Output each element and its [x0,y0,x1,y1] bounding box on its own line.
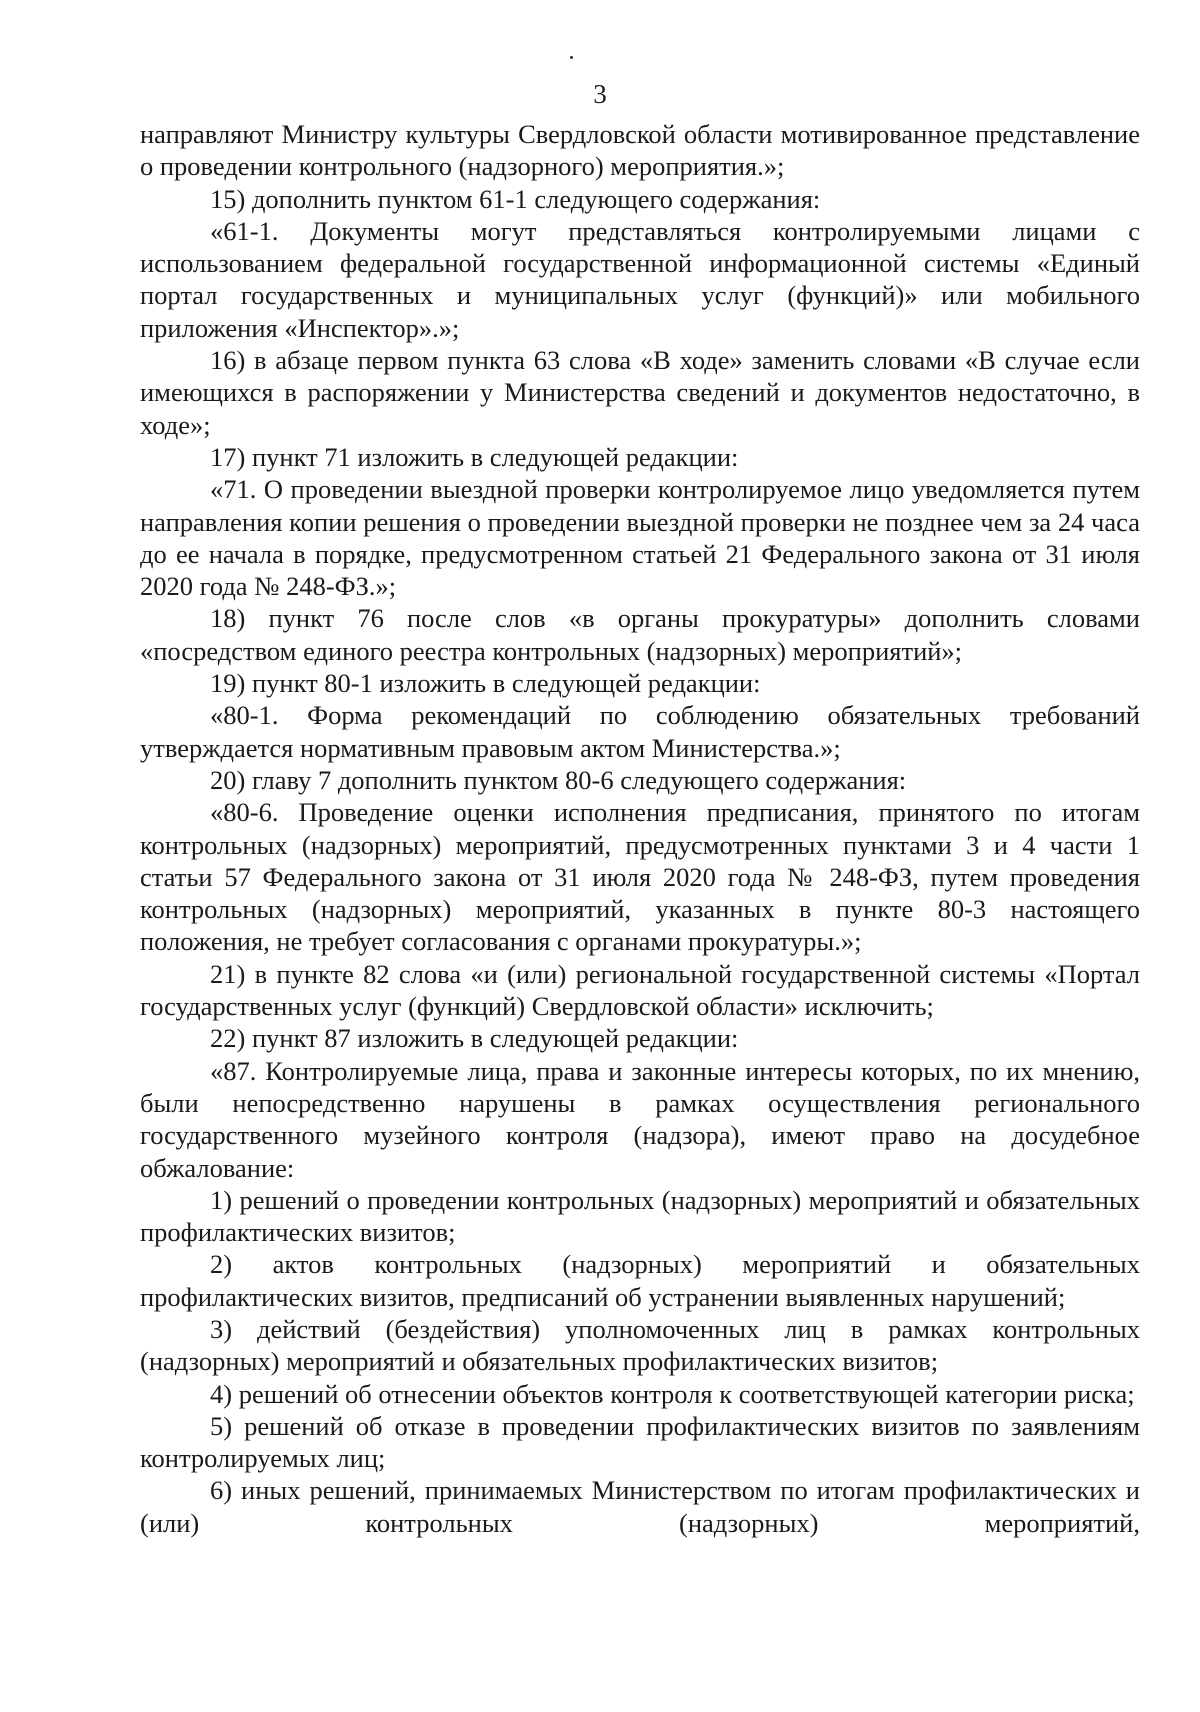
paragraph: «87. Контролируемые лица, права и законные интересы которых, по их мнению, были непосредственно нарушены в рамках осуществления регионального государственного музейного контроля (надзора), имеют право на досудебное обжалование: [140,1055,1140,1183]
paragraph: «61-1. Документы могут представляться контролируемыми лицами с использованием федеральной государственной информационной системы «Единый портал государственных и муниципальных услуг (функций)» или мобильного приложения «Инспектор».»; [140,215,1140,343]
paragraph: 4) решений об отнесении объектов контроля к соответствующей категории риска; [210,1378,1135,1409]
document-body [140,118,1140,1539]
paragraph: 21) в пункте 82 слова «и (или) региональной государственной системы «Портал государственных услуг (функций) Свердловской области» исключить; [140,958,1140,1022]
paragraph: 16) в абзаце первом пункта 63 слова «В ходе» заменить словами «В случае если имеющихся в распоряжении у Министерства сведений и документов недостаточно, в ходе»; [140,345,1140,440]
paragraph: 5) решений об отказе в проведении профилактических визитов по заявлениям контролируемых лиц; [140,1410,1140,1474]
paragraph: «71. О проведении выездной проверки контролируемое лицо уведомляется путем направления копии решения о проведении выездной проверки не позднее чем за 24 часа до ее начала в порядке, предусмотренном статьей 21 Федерального закона от 31 июля 2020 года № 248-ФЗ.»; [140,474,1140,602]
paragraph: 19) пункт 80-1 изложить в следующей редакции: [210,668,761,699]
paragraph: «80-1. Форма рекомендаций по соблюдению обязательных требований утверждается нормативным правовым актом Министерства.»; [140,700,1140,763]
paragraph: 22) пункт 87 изложить в следующей редакции: [210,1023,739,1054]
paragraph: 1) решений о проведении контрольных (надзорных) мероприятий и обязательных профилактических визитов; [140,1184,1140,1248]
paragraph: 15) дополнить пунктом 61-1 следующего содержания: [210,183,821,214]
paragraph: 20) главу 7 дополнить пунктом 80-6 следующего содержания: [210,764,907,795]
paragraph: 6) иных решений, принимаемых Министерством по итогам профилактических и (или) контрольных (надзорных) мероприятий, [140,1475,1140,1538]
page-number: 3 [593,79,607,109]
paragraph: 3) действий (бездействия) уполномоченных лиц в рамках контрольных (надзорных) мероприятий и обязательных профилактических визитов; [140,1313,1140,1377]
paragraph: направляют Министру культуры Свердловской области мотивированное представление о проведении контрольного (надзорного) мероприятия.»; [140,119,1140,182]
paragraph: 17) пункт 71 изложить в следующей редакции: [210,441,739,472]
paragraph: «80-6. Проведение оценки исполнения предписания, принятого по итогам контрольных (надзорных) мероприятий, предусмотренных пунктами 3 и 4 части 1 статьи 57 Федерального закона от 31 июля 2020 года № 248-ФЗ, путем проведения контрольных (надзорных) мероприятий, указанных в пункте 80-3 настоящего положения, не требует согласования с органами прокуратуры.»; [140,797,1140,957]
scan-dot [570,56,573,59]
paragraph: 2) актов контрольных (надзорных) мероприятий и обязательных профилактических визитов, предписаний об устранении выявленных нарушений; [140,1249,1140,1312]
paragraph: 18) пункт 76 после слов «в органы прокуратуры» дополнить словами «посредством единого реестра контрольных (надзорных) мероприятий»; [140,603,1140,666]
